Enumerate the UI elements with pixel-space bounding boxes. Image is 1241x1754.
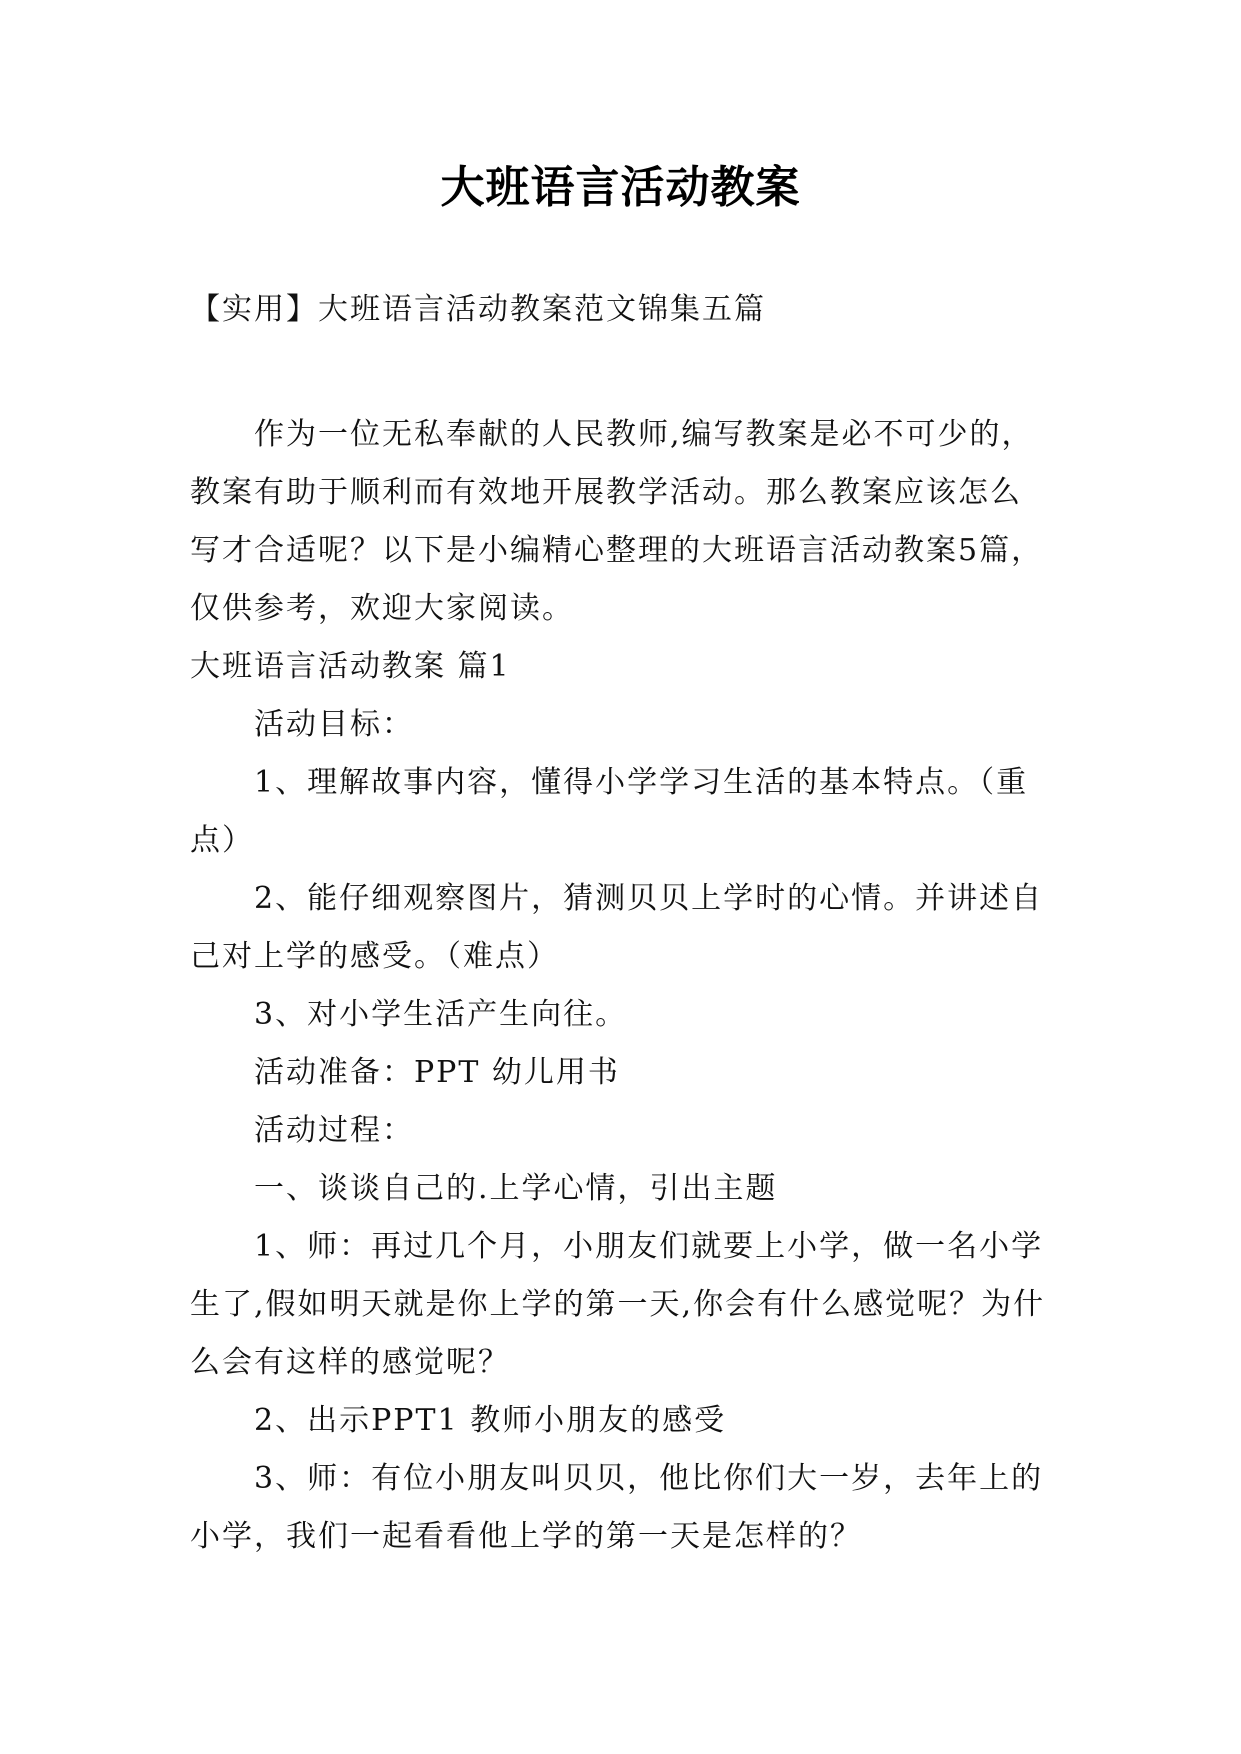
goal-item: 3、对小学生活产生向往。: [254, 997, 628, 1032]
intro-paragraph: 作为一位无私奉献的人民教师,编写教案是必不可少的，教案有助于顺利而有效地开展教学活动。那么教案应该怎么写才合适呢？以下是小编精心整理的大班语言活动教案5篇，仅供参考，欢迎大家阅读。: [190, 417, 1044, 626]
activity-goals-heading: 活动目标：: [254, 707, 414, 742]
process-item: 2、出示PPT1 教师小朋友的感受: [254, 1403, 727, 1438]
process-item: 1、师：再过几个月，小朋友们就要上小学，做一名小学生了,假如明天就是你上学的第一天,你会有什么感觉呢？为什么会有这样的感觉呢？: [190, 1229, 1046, 1380]
document-subtitle: 【实用】大班语言活动教案范文锦集五篇: [190, 292, 766, 327]
goal-item: 2、能仔细观察图片，猜测贝贝上学时的心情。并讲述自己对上学的感受。（难点）: [190, 881, 1044, 974]
process-item: 3、师：有位小朋友叫贝贝，他比你们大一岁，去年上的小学，我们一起看看他上学的第一天是怎样的？: [190, 1461, 1044, 1554]
section-heading: 大班语言活动教案 篇1: [190, 649, 511, 684]
process-step-heading: 一、谈谈自己的.上学心情，引出主题: [254, 1171, 778, 1206]
activity-process-heading: 活动过程：: [254, 1113, 414, 1148]
document-body: [190, 406, 1052, 1566]
document-title: 大班语言活动教案: [440, 162, 801, 213]
goal-item: 1、理解故事内容，懂得小学学习生活的基本特点。（重点）: [190, 765, 1029, 858]
activity-preparation: 活动准备：PPT 幼儿用书: [254, 1055, 620, 1090]
